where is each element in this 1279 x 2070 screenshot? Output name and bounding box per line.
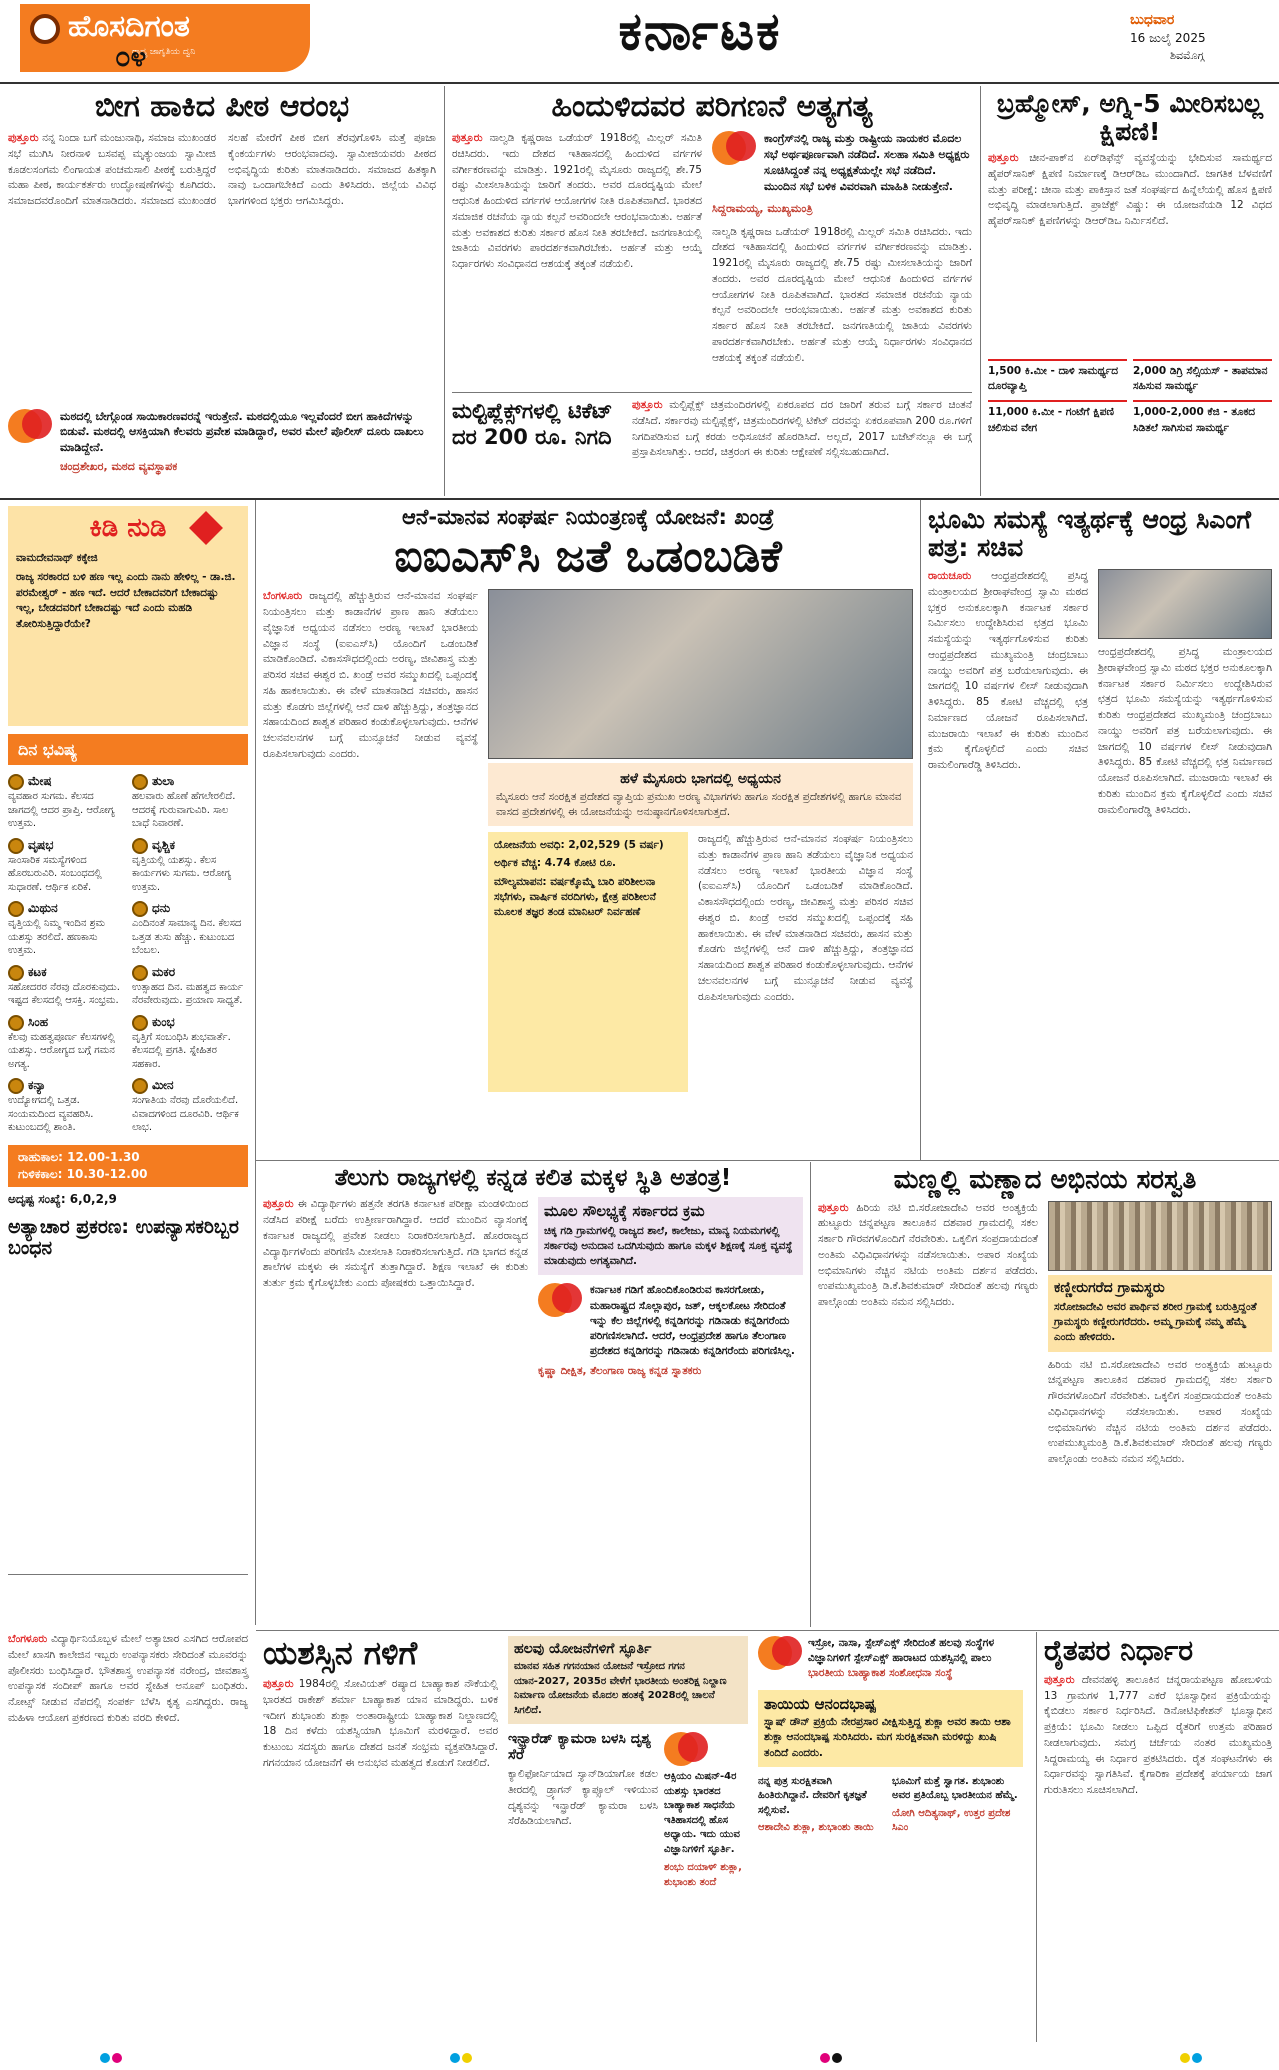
- box-title: ಮೂಲ ಸೌಲಭ್ಯಕ್ಕೆ ಸರ್ಕಾರದ ಕ್ರಮ: [544, 1202, 705, 1221]
- headline[interactable]: ತೆಲುಗು ರಾಜ್ಯಗಳಲ್ಲಿ ಕನ್ನಡ ಕಲಿತ ಮಕ್ಕಳ ಸ್ಥಿತಿ ಅತಂತ್ರ!: [334, 1165, 732, 1191]
- fact-item: 1,500 ಕಿ.ಮೀ - ದಾಳಿ ಸಾಮರ್ಥ್ಯದ ದೂರವ್ಯಾಪ್ತಿ: [988, 359, 1127, 394]
- zodiac-icon: [8, 1078, 24, 1094]
- registration-mark: [1180, 2052, 1206, 2066]
- story-body: [263, 1677, 498, 2022]
- scientists-text: ಇಸ್ರೋ, ನಾಸಾ, ಸ್ಪೇಸ್‌ಎಕ್ಸ್ ಸೇರಿದಂತೆ ಹಲವು ಸಂಸ್ಥೆಗಳ ವಿಜ್ಞಾನಿಗಳಿಗೆ ಸ್ಪೇಸ್‌ಎಕ್ಸ್ ಹಾರಾಟದ ಯಶಸ್ಸಿನಲ್ಲಿ ಪಾಲು: [808, 1637, 995, 1665]
- dateline: ಪುತ್ತೂರು: [8, 132, 39, 144]
- quote-icon: [8, 409, 42, 443]
- rashi-grid: [8, 773, 248, 1141]
- section-title: ಕರ್ನಾಟಕ: [618, 2, 782, 62]
- zodiac-icon: [132, 901, 148, 917]
- dateline: ಪುತ್ತೂರು: [988, 152, 1019, 164]
- quote-byline: ಶಂಭು ದಯಾಳ್ ಶುಕ್ಲಾ, ಶುಭಾಂಶು ತಂದೆ: [664, 1862, 742, 1888]
- dateline: ಬೆಂಗಳೂರು: [8, 1633, 48, 1645]
- box-body: ಚಿಕ್ಕ ಗಡಿ ಗ್ರಾಮಗಳಲ್ಲಿ ರಾಜ್ಯದ ಶಾಲೆ, ಕಾಲೇಜು, ಮಾನ್ಯ ನಿಯಮಗಳಲ್ಲಿ ಸರ್ಕಾರವು ಅನುದಾನ ಒದಗಿಸುವುದು ಹಾಗೂ ಮಕ್ಕಳ ಶಿಕ್ಷಣಕ್ಕೆ ಸೂಕ್ತ ವ್ಯವಸ್ಥೆ ಮಾಡುವುದು ಅಗತ್ಯವಾಗಿದೆ.: [544, 1224, 793, 1268]
- zodiac-icon: [8, 901, 24, 917]
- body-text: ಆಂಧ್ರಪ್ರದೇಶದಲ್ಲಿ ಪ್ರಸಿದ್ಧ ಮಂತ್ರಾಲಯದ ಶ್ರೀರಾಘವೇಂದ್ರ ಸ್ವಾಮಿ ಮಠದ ಭಕ್ತರ ಅನುಕೂಲಕ್ಕಾಗಿ ಕರ್ನಾಟಕ ಸರ್ಕಾರ ನಿರ್ಮಿಸಲು ಉದ್ದೇಶಿಸಿರುವ ಛತ್ರದ ಭೂಮಿ ಸಮಸ್ಯೆಯನ್ನು ಇತ್ಯರ್ಥಗೊಳಿಸುವ ಕುರಿತು ಆಂಧ್ರಪ್ರದೇಶದ ಮುಖ್ಯಮಂತ್ರಿ ಚಂದ್ರಬಾಬು ನಾಯ್ಡು ಅವರಿಗೆ ಪತ್ರ ಬರೆಯಲಾಗುವುದು. ಈ ಜಾಗದಲ್ಲಿ 10 ವರ್ಷಗಳ ಲೀಸ್ ನೀಡುವುದಾಗಿ ತಿಳಿಸಿದ್ದರು. 85 ಕೋಟಿ ವೆಚ್ಚದಲ್ಲಿ ಛತ್ರ ನಿರ್ಮಾಣದ ಯೋಜನೆ ರೂಪಿಸಲಾಗಿದೆ. ಮುಜರಾಯಿ ಇಲಾಖೆ ಈ ಕುರಿತು ಮುಂದಿನ ಕ್ರಮ ಕೈಗೊಳ್ಳಲಿದೆ ಎಂದು ಸಚಿವ ರಾಮಲಿಂಗಾರೆಡ್ಡಿ ತಿಳಿಸಿದರು.: [928, 570, 1088, 771]
- city-label: ಶಿವಮೊಗ್ಗ: [1170, 48, 1205, 62]
- quote-text: ನನ್ನ ಪುತ್ರ ಸುರಕ್ಷಿತವಾಗಿ ಹಿಂತಿರುಗಿದ್ದಾನೆ. ದೇವರಿಗೆ ಕೃತಜ್ಞತೆ ಸಲ್ಲಿಸುವೆ.: [758, 1775, 867, 1816]
- dateline: ಪುತ್ತೂರು: [263, 1678, 294, 1691]
- body-text: ಈ ವಿದ್ಯಾರ್ಥಿಗಳು ಹತ್ತನೇ ತರಗತಿ ಕರ್ನಾಟಕ ಪರೀಕ್ಷಾ ಮಂಡಳಿಯಿಂದ ನಡೆಸಿದ ಪರೀಕ್ಷೆ ಬರೆದು ಉತ್ತೀರ್ಣರಾಗಿದ್ದಾರೆ. ಆದರೆ ಮುಂದಿನ ವ್ಯಾಸಂಗಕ್ಕೆ ಕರ್ನಾಟಕ ರಾಜ್ಯದಲ್ಲಿ ಪ್ರವೇಶ ನೀಡಲು ನಿರಾಕರಿಸಲಾಗುತ್ತಿದೆ. ಹೊರರಾಜ್ಯದ ವಿದ್ಯಾರ್ಥಿಗಳೆಂದು ಪರಿಗಣಿಸಿ ಮೀಸಲಾತಿ ನಿರಾಕರಿಸಲಾಗುತ್ತಿದೆ. ಗಡಿ ಭಾಗದ ಕನ್ನಡ ಶಾಲೆಗಳ ಮಕ್ಕಳು ಈ ಸಮಸ್ಯೆಗೆ ತುತ್ತಾಗಿದ್ದಾರೆ. ಶಿಕ್ಷಣ ಇಲಾಖೆ ಈ ಕುರಿತು ತುರ್ತು ಕ್ರಮ ಕೈಗೊಳ್ಳಬೇಕು ಎಂದು ಪೋಷಕರು ಒತ್ತಾಯಿಸಿದ್ದಾರೆ.: [263, 1198, 528, 1290]
- story-brahmos: [988, 90, 1272, 490]
- headline[interactable]: ಯಶಸ್ಸಿನ ಗಳಿಗೆ: [263, 1634, 418, 1672]
- zodiac-icon: [132, 1015, 148, 1031]
- quote-byline: ಚಂದ್ರಶೇಖರ, ಮಠದ ವ್ಯವಸ್ಥಾಪಕ: [60, 460, 178, 474]
- sidebar: [8, 506, 248, 1626]
- date-block: [1130, 10, 1270, 64]
- page-number-display: ೦೪: [115, 40, 147, 73]
- box-body: ಸ್ಪ್ಲಾಷ್ ಡೌನ್ ಪ್ರಕ್ರಿಯೆ ನೇರಪ್ರಸಾರ ವೀಕ್ಷಿಸುತ್ತಿದ್ದ ಶುಕ್ಲಾ ಅವರ ತಾಯಿ ಆಶಾ ಶುಕ್ಲಾ ಆನಂದಭಾಷ್ಪ ಸುರಿಸಿದರು. ಮಗ ಸುರಕ್ಷಿತವಾಗಿ ಮರಳಿದ್ದು ಖುಷಿ ತಂದಿದೆ ಎಂದರು.: [764, 1716, 1011, 1759]
- facility-box: [538, 1197, 803, 1275]
- kaala-box: [8, 1145, 248, 1188]
- dateline: ಬೆಂಗಳೂರು: [263, 590, 303, 603]
- lucky-number: ಅದೃಷ್ಟ ಸಂಖ್ಯೆ: 6,0,2,9: [8, 1192, 117, 1207]
- dateline: ಪುತ್ತೂರು: [818, 1201, 849, 1214]
- fact-grid: [988, 359, 1272, 436]
- zodiac-icon: [8, 1015, 24, 1031]
- rashi-item: ವೃಶ್ಚಿಕ ವೃತ್ತಿಯಲ್ಲಿ ಯಶಸ್ಸು. ಕೆಲಸ ಕಾರ್ಯಗಳು ಸುಗಮ. ಆರೋಗ್ಯ ಉತ್ತಮ.: [132, 837, 232, 893]
- quote-icon: [712, 131, 746, 165]
- quote-byline: ಸಿದ್ದರಾಮಯ್ಯ, ಮುಖ್ಯಮಂತ್ರಿ: [712, 201, 813, 215]
- story-bhoomi: [928, 506, 1272, 1156]
- rashi-item: ಮಿಥುನ ವೃತ್ತಿಯಲ್ಲಿ ನಿಮ್ಮ ಇಂದಿನ ಶ್ರಮ ಯಶಸ್ಸು ತರಲಿದೆ. ಹಣಕಾಸು ಉತ್ತಮ.: [8, 901, 105, 957]
- headline[interactable]: ಬೀಗ ಹಾಕಿದ ಪೀಠ ಆರಂಭ: [94, 89, 350, 124]
- box-title: ಹಲವು ಯೋಜನೆಗಳಿಗೆ ಸ್ಫೂರ್ತಿ: [514, 1641, 652, 1657]
- quote-byline: ಆಶಾದೇವಿ ಶುಕ್ಲಾ, ಶುಭಾಂಶು ತಾಯಿ: [758, 1822, 874, 1834]
- fact-item: ಮೌಲ್ಯಮಾಪನ: ವರ್ಷಕ್ಕೊಮ್ಮೆ ಬಾರಿ ಪರಿಶೀಲನಾ ಸಭೆಗಳು, ವಾರ್ಷಿಕ ವರದಿಗಳು, ಕ್ಷೇತ್ರ ಪರಿಶೀಲನೆ ಮೂಲಕ ತಜ್ಞರ ತಂಡ ಮಾನಿಟರ್ ನಿರ್ವಹಣೆ: [494, 875, 656, 919]
- body-text: ಚೀನ-ಪಾಕ್‌ನ ಏರ್‌ಡಿಫೆನ್ಸ್ ವ್ಯವಸ್ಥೆಯನ್ನು ಭೇದಿಸುವ ಸಾಮರ್ಥ್ಯದ ಹೈಪರ್‌ಸಾನಿಕ್ ಕ್ಷಿಪಣಿ ನಿರ್ಮಾಣಕ್ಕೆ ಡಿಆರ್‌ಡಿಒ ಮುಂದಾಗಿದೆ. ಜಾಗತಿಕ ಬೆಳವಣಿಗೆ ಮತ್ತು ಪರೀಕ್ಷೆ: ಚೀನಾ ಮತ್ತು ಪಾಕಿಸ್ತಾನ ಜತೆ ಸಂಘರ್ಷದ ಹಿನ್ನೆಲೆಯಲ್ಲಿ ಹೊಸ ಕ್ಷಿಪಣಿ ಅಭಿವೃದ್ಧಿ ಮಾಡಲಾಗುತ್ತಿದೆ. ಪ್ರಾಜೆಕ್ಟ್ ವಿಷ್ಣು: ಈ ಯೋಜನೆಯಡಿ 12 ವಿಧದ ಹೈಪರ್‌ಸಾನಿಕ್ ಕ್ಷಿಪಣಿಗಳನ್ನು ಡಿಆರ್‌ಡಿಒ ನಿರ್ಮಿಸಲಿದೆ.: [988, 152, 1272, 227]
- rashi-item: ಕುಂಭ ವೃತ್ತಿಗೆ ಸಂಬಂಧಿಸಿ ಶುಭವಾರ್ತೆ. ಕೆಲಸದಲ್ಲಿ ಪ್ರಗತಿ. ಸ್ನೇಹಿತರ ಸಹಕಾರ.: [132, 1014, 231, 1070]
- registration-mark: [820, 2052, 846, 2066]
- story-atyachara-body: [8, 1632, 248, 2032]
- zodiac-icon: [8, 965, 24, 981]
- mou-photo: [488, 589, 913, 759]
- dateline: ಪುತ್ತೂರು: [452, 132, 483, 144]
- rashi-item: ಮೇಷ ವ್ಯವಹಾರ ಸುಗಮ. ಕೆಲಸದ ಜಾಗದಲ್ಲಿ ಆದರ ಪ್ರಾಪ್ತಿ. ಆರೋಗ್ಯ ಉತ್ತಮ.: [8, 774, 115, 830]
- logo-icon: [30, 14, 60, 44]
- story-multiplex: [452, 398, 972, 493]
- facts-box: [488, 832, 688, 1092]
- quote-icon: [664, 1732, 698, 1766]
- fact-item: ಅರ್ಥಿಕ ವೆಚ್ಚ: 4.74 ಕೋಟಿ ರೂ.: [494, 857, 616, 870]
- rashi-item: ತುಲಾ ಹಲವಾರು ಹೊಣೆ ಹೆಗಲೇರಲಿದೆ. ಆದರಕ್ಕೆ ಗುರುವಾಗುವಿರಿ. ಸಾಲ ಬಾಧೆ ನಿವಾರಣೆ.: [132, 774, 236, 830]
- story-atyachara: [8, 1217, 248, 1259]
- body-text: ದೇವನಹಳ್ಳಿ ತಾಲೂಕಿನ ಚನ್ನರಾಯಪಟ್ಟಣ ಹೋಬಳಿಯ 13 ಗ್ರಾಮಗಳ 1,777 ಎಕರೆ ಭೂಸ್ವಾಧೀನ ಪ್ರಕ್ರಿಯೆಯನ್ನು ಕೈಬಿಡಲು ಸರ್ಕಾರ ನಿರ್ಧರಿಸಿದೆ. ಡಿನೋಟಿಫಿಕೇಶನ್ ಭೂಸ್ವಾಧೀನ ಪ್ರಕ್ರಿಯೆ: ಭೂಮಿ ನೀಡಲು ಒಪ್ಪಿದ ರೈತರಿಗೆ ಉತ್ತಮ ಪರಿಹಾರ ನೀಡಲಾಗುವುದು. ಸಮಗ್ರ ಚರ್ಚೆಯ ನಂತರ ಮುಖ್ಯಮಂತ್ರಿ ಸಿದ್ದರಾಮಯ್ಯ ಈ ನಿರ್ಧಾರ ಪ್ರಕಟಿಸಿದರು. ರೈತ ಸಂಘಟನೆಗಳು ಈ ನಿರ್ಧಾರವನ್ನು ಸ್ವಾಗತಿಸಿವೆ. ಕೈಗಾರಿಕಾ ಪ್ರದೇಶಕ್ಕೆ ಪರ್ಯಾಯ ಜಾಗ ಗುರುತಿಸಲು ಸೂಚಿಸಲಾಗಿದೆ.: [1044, 1673, 1272, 1797]
- zodiac-icon: [8, 774, 24, 790]
- quote-text: ಆಕ್ಸಿಯಂ ಮಿಷನ್-4ರ ಯಶಸ್ಸು ಭಾರತದ ಬಾಹ್ಯಾಕಾಶ ಸಾಧನೆಯ ಇತಿಹಾಸದಲ್ಲಿ ಹೊಸ ಅಧ್ಯಾಯ. ಇದು ಯುವ ವಿಜ್ಞಾನಿಗಳಿಗೆ ಸ್ಫೂರ್ತಿ.: [664, 1771, 740, 1855]
- zodiac-icon: [132, 1078, 148, 1094]
- box-body: ಕ್ಯಾಲಿಫೋರ್ನಿಯಾದ ಸ್ಯಾನ್‌ಡಿಯಾಗೋ ಕಡಲ ತೀರದಲ್ಲಿ ಡ್ರ್ಯಾಗನ್ ಕ್ಯಾಪ್ಸೂಲ್ ಇಳಿಯುವ ದೃಶ್ಯವನ್ನು ಇನ್ಫ್ರಾರೆಡ್ ಕ್ಯಾಮರಾ ಬಳಸಿ ಸೆರೆಹಿಡಿಯಲಾಗಿದೆ.: [508, 1768, 658, 1828]
- story-body: [928, 569, 1088, 1129]
- brand-name: ಹೊಸದಿಗಂತ: [68, 9, 190, 44]
- kidi-title: ಕಿಡಿ ನುಡಿ: [89, 513, 167, 543]
- story-body: [632, 398, 972, 490]
- body-text: ಹಿರಿಯ ನಟಿ ಬಿ.ಸರೋಜಾದೇವಿ ಅವರ ಅಂತ್ಯಕ್ರಿಯೆ ಹುಟ್ಟೂರು ಚನ್ನಪಟ್ಟಣ ತಾಲೂಕಿನ ದಶವಾರ ಗ್ರಾಮದಲ್ಲಿ ಸಕಲ ಸರ್ಕಾರಿ ಗೌರವಗಳೊಂದಿಗೆ ನೆರವೇರಿತು. ಒಕ್ಕಲಿಗ ಸಂಪ್ರದಾಯದಂತೆ ಅಂತಿಮ ವಿಧಿವಿಧಾನಗಳನ್ನು ನಡೆಸಲಾಯಿತು. ಅಪಾರ ಸಂಖ್ಯೆಯ ಅಭಿಮಾನಿಗಳು ನೆಚ್ಚಿನ ನಟಿಯ ಅಂತಿಮ ದರ್ಶನ ಪಡೆದರು. ಉಪಮುಖ್ಯಮಂತ್ರಿ ಡಿ.ಕೆ.ಶಿವಕುಮಾರ್ ಸೇರಿದಂತೆ ಹಲವು ಗಣ್ಯರು ಪಾಲ್ಗೊಂಡು ಅಂತಿಮ ನಮನ ಸಲ್ಲಿಸಿದರು.: [818, 1201, 1039, 1309]
- date-label: 16 ಜುಲೈ 2025: [1130, 31, 1206, 46]
- story-raitapara: [1044, 1636, 1272, 2036]
- box-title: ಇನ್ಫ್ರಾರೆಡ್ ಕ್ಯಾಮರಾ ಬಳಸಿ ದೃಶ್ಯ ಸೆರೆ: [508, 1731, 652, 1763]
- rashi-item: ಮೀನ ಸಂಗಾತಿಯ ನೆರವು ದೊರೆಯಲಿದೆ. ವಿವಾದಗಳಿಂದ ದೂರವಿರಿ. ಆರ್ಥಿಕ ಲಾಭ.: [132, 1078, 239, 1134]
- story-body: [263, 589, 478, 1149]
- quote-block: [8, 409, 436, 475]
- kidi-body: ರಾಜ್ಯ ಸರಕಾರದ ಬಳಿ ಹಣ ಇಲ್ಲ ಎಂದು ನಾನು ಹೇಳಿಲ್ಲ - ಡಾ.ಜಿ. ಪರಮೇಶ್ವರ್ - ಹಣ ಇದೆ. ಆದರೆ ಬೇಕಾದವರಿಗೆ ಬೇಕಾದಷ್ಟು ಇಲ್ಲ, ಬೇಡದವರಿಗೆ ಬೇಕಾದಷ್ಟು ಇದೆ ಎಂದು ಮಹಡಿ ತೋರಿಸುತ್ತಿದ್ದಾರೆಯೇ?: [16, 570, 236, 631]
- photo-caption: [488, 763, 913, 826]
- story-peetha: [8, 90, 436, 490]
- photo-caption: [1048, 1275, 1272, 1352]
- headline[interactable]: ಬ್ರಹ್ಮೋಸ್, ಅಗ್ನಿ-5 ಮೀರಿಸಬಲ್ಲ ಕ್ಷಿಪಣಿ!: [996, 89, 1264, 146]
- dateline: ಪುತ್ತೂರು: [1044, 1673, 1075, 1686]
- headline[interactable]: ಭೂಮಿ ಸಮಸ್ಯೆ ಇತ್ಯರ್ಥಕ್ಕೆ ಆಂಧ್ರ ಸಿಎಂಗೆ ಪತ್ರ: ಸಚಿವ: [928, 505, 1251, 562]
- caption-title: ಕಣ್ಣೀರುಗರೆದ ಗ್ರಾಮಸ್ಥರು: [1054, 1279, 1165, 1296]
- story-body-cont: ನಾಲ್ವಡಿ ಕೃಷ್ಣರಾಜ ಒಡೆಯರ್ 1918ರಲ್ಲಿ ಮಿಲ್ಲರ್ ಸಮಿತಿ ರಚಿಸಿದರು. ಇದು ದೇಶದ ಇತಿಹಾಸದಲ್ಲಿ ಹಿಂದುಳಿದ ವರ್ಗಗಳ ವರ್ಗೀಕರಣವನ್ನು ಮಾಡಿತ್ತು. 1921ರಲ್ಲಿ ಮೈಸೂರು ರಾಜ್ಯದಲ್ಲಿ ಶೇ.75 ರಷ್ಟು ಮೀಸಲಾತಿಯನ್ನು ಜಾರಿಗೆ ತಂದರು. ಅವರ ದೂರದೃಷ್ಟಿಯ ಮೇಲೆ ಆಧುನಿಕ ಹಿಂದುಳಿದ ವರ್ಗಗಳ ಆಯೋಗಗಳ ನೀತಿ ರೂಪಿತವಾಗಿದೆ. ಭಾರತದ ಸಮಾಜಿಕ ರಚನೆಯ ನ್ಯಾಯ ಕಲ್ಪನೆ ಅವರಿಂದಲೇ ಆರಂಭವಾಯಿತು. ಅರ್ಹತೆ ಮತ್ತು ಅವಕಾಶದ ಕುರಿತು ಸರ್ಕಾರ ಹೊಸ ನೀತಿ ತರಬೇಕಿದೆ. ಜನಗಣತಿಯಲ್ಲಿ ಜಾತಿಯ ವಿವರಗಳು ಪಾರದರ್ಶಕವಾಗಿರಬೇಕು. ಅರ್ಹತೆ ಮತ್ತು ಆಯ್ಕೆ ನಿರ್ಧಾರಗಳು ಸಂವಿಧಾನದ ಆಶಯಕ್ಕೆ ತಕ್ಕಂತೆ ನಡೆಯಲಿ.: [712, 225, 972, 364]
- registration-mark: [450, 2052, 476, 2066]
- kidi-nudi-box: [8, 506, 248, 726]
- caption-text: ಸರೋಜಾದೇವಿ ಅವರ ಪಾರ್ಥಿವ ಶರೀರ ಗ್ರಾಮಕ್ಕೆ ಬರುತ್ತಿದ್ದಂತೆ ಗ್ರಾಮಸ್ಥರು ಕಣ್ಣೀರುಗರೆದರು. ಅಮ್ಮ ಗ್ರಾಮಕ್ಕೆ ನಮ್ಮ ಹೆಮ್ಮೆ ಎಂದು ಹೇಳಿದರು.: [1054, 1300, 1257, 1344]
- body-text: ನಾಲ್ವಡಿ ಕೃಷ್ಣರಾಜ ಒಡೆಯರ್ 1918ರಲ್ಲಿ ಮಿಲ್ಲರ್ ಸಮಿತಿ ರಚಿಸಿದರು. ಇದು ದೇಶದ ಇತಿಹಾಸದಲ್ಲಿ ಹಿಂದುಳಿದ ವರ್ಗಗಳ ವರ್ಗೀಕರಣವನ್ನು ಮಾಡಿತ್ತು. 1921ರಲ್ಲಿ ಮೈಸೂರು ರಾಜ್ಯದಲ್ಲಿ ಶೇ.75 ರಷ್ಟು ಮೀಸಲಾತಿಯನ್ನು ಜಾರಿಗೆ ತಂದರು. ಅವರ ದೂರದೃಷ್ಟಿಯ ಮೇಲೆ ಆಧುನಿಕ ಹಿಂದುಳಿದ ವರ್ಗಗಳ ಆಯೋಗಗಳ ನೀತಿ ರೂಪಿತವಾಗಿದೆ. ಭಾರತದ ಸಮಾಜಿಕ ರಚನೆಯ ನ್ಯಾಯ ಕಲ್ಪನೆ ಅವರಿಂದಲೇ ಆರಂಭವಾಯಿತು. ಅರ್ಹತೆ ಮತ್ತು ಅವಕಾಶದ ಕುರಿತು ಸರ್ಕಾರ ಹೊಸ ನೀತಿ ತರಬೇಕಿದೆ. ಜನಗಣತಿಯಲ್ಲಿ ಜಾತಿಯ ವಿವರಗಳು ಪಾರದರ್ಶಕವಾಗಿರಬೇಕು. ಅರ್ಹತೆ ಮತ್ತು ಆಯ್ಕೆ ನಿರ್ಧಾರಗಳು ಸಂವಿಧಾನದ ಆಶಯಕ್ಕೆ ತಕ್ಕಂತೆ ನಡೆಯಲಿ.: [452, 132, 702, 270]
- quote-text: ಭೂಮಿಗೆ ಮತ್ತೆ ಸ್ವಾಗತ. ಶುಭಾಂಶು ಅವರ ಪ್ರತಿಯೊಬ್ಬ ಭಾರತೀಯನ ಹೆಮ್ಮೆ.: [892, 1775, 1018, 1802]
- kicker: ಆನೆ-ಮಾನವ ಸಂಘರ್ಷ ನಿಯಂತ್ರಣಕ್ಕೆ ಯೋಜನೆ: ಖಂಡ್ರೆ: [402, 505, 774, 529]
- gulika: ಗುಳಿಕಕಾಲ: 10.30-12.00: [18, 1167, 148, 1182]
- headline[interactable]: ಹಿಂದುಳಿದವರ ಪರಿಗಣನೆ ಅತ್ಯಗತ್ಯ: [551, 89, 873, 124]
- facts-title: ಯೋಜನೆಯ ಅವಧಿ: 2,02,529 (5 ವರ್ಷ): [494, 839, 664, 852]
- zodiac-icon: [132, 965, 148, 981]
- mother-box: [758, 1690, 1023, 1767]
- quote-icon: [758, 1636, 792, 1670]
- story-body-cont: ಹಿರಿಯ ನಟಿ ಬಿ.ಸರೋಜಾದೇವಿ ಅವರ ಅಂತ್ಯಕ್ರಿಯೆ ಹುಟ್ಟೂರು ಚನ್ನಪಟ್ಟಣ ತಾಲೂಕಿನ ದಶವಾರ ಗ್ರಾಮದಲ್ಲಿ ಸಕಲ ಸರ್ಕಾರಿ ಗೌರವಗಳೊಂದಿಗೆ ನೆರವೇರಿತು. ಒಕ್ಕಲಿಗ ಸಂಪ್ರದಾಯದಂತೆ ಅಂತಿಮ ವಿಧಿವಿಧಾನಗಳನ್ನು ನಡೆಸಲಾಯಿತು. ಅಪಾರ ಸಂಖ್ಯೆಯ ಅಭಿಮಾನಿಗಳು ನೆಚ್ಚಿನ ನಟಿಯ ಅಂತಿಮ ದರ್ಶನ ಪಡೆದರು. ಉಪಮುಖ್ಯಮಂತ್ರಿ ಡಿ.ಕೆ.ಶಿವಕುಮಾರ್ ಸೇರಿದಂತೆ ಹಲವು ಗಣ್ಯರು ಪಾಲ್ಗೊಂಡು ಅಂತಿಮ ನಮನ ಸಲ್ಲಿಸಿದರು.: [1048, 1358, 1272, 1466]
- rashi-item: ಸಿಂಹ ಕೆಲವು ಮಹತ್ವಪೂರ್ಣ ಕೆಲಸಗಳಲ್ಲಿ ಯಶಸ್ಸು. ಆರೋಗ್ಯದ ಬಗ್ಗೆ ಗಮನ ಅಗತ್ಯ.: [8, 1014, 115, 1070]
- rahukala: ರಾಹುಕಾಲ: 12.00-1.30: [18, 1149, 140, 1164]
- body-text: ರಾಜ್ಯದಲ್ಲಿ ಹೆಚ್ಚುತ್ತಿರುವ ಆನೆ-ಮಾನವ ಸಂಘರ್ಷ ನಿಯಂತ್ರಿಸಲು ಮತ್ತು ಕಾಡಾನೆಗಳ ಪ್ರಾಣ ಹಾನಿ ತಡೆಯಲು ವೈಜ್ಞಾನಿಕ ಅಧ್ಯಯನ ನಡೆಸಲು ಅರಣ್ಯ ಇಲಾಖೆ ಭಾರತೀಯ ವಿಜ್ಞಾನ ಸಂಸ್ಥೆ (ಐಐಎಸ್‌ಸಿ) ಯೊಂದಿಗೆ ಒಡಂಬಡಿಕೆ ಮಾಡಿಕೊಂಡಿದೆ. ವಿಕಾಸಸೌಧದಲ್ಲಿಂದು ಅರಣ್ಯ, ಜೀವಿಶಾಸ್ತ್ರ ಮತ್ತು ಪರಿಸರ ಸಚಿವ ಈಶ್ವರ ಬಿ. ಖಂಡ್ರೆ ಅವರ ಸಮ್ಮುಖದಲ್ಲಿ ಒಪ್ಪಂದಕ್ಕೆ ಸಹಿ ಹಾಕಲಾಯಿತು. ಈ ವೇಳೆ ಮಾತನಾಡಿದ ಸಚಿವರು, ಹಾಸನ ಮತ್ತು ಕೊಡಗು ಜಿಲ್ಲೆಗಳಲ್ಲಿ ಆನೆ ದಾಳಿ ಹೆಚ್ಚುತ್ತಿದ್ದು, ತಂತ್ರಜ್ಞಾನದ ಸಹಾಯದಿಂದ ಶಾಶ್ವತ ಪರಿಹಾರ ಕಂಡುಕೊಳ್ಳಲಾಗುವುದು. ಆನೆಗಳ ಚಲನವಲನಗಳ ಬಗ್ಗೆ ಮುನ್ಸೂಚನೆ ನೀಡುವ ವ್ಯವಸ್ಥೆ ರೂಪಿಸಲಾಗುವುದು ಎಂದರು.: [263, 590, 479, 760]
- headline[interactable]: ರೈತಪರ ನಿರ್ಧಾರ: [1044, 1634, 1194, 1667]
- story-hindulidavara: [452, 90, 972, 390]
- headline[interactable]: ಅತ್ಯಾಚಾರ ಪ್ರಕರಣ: ಉಪನ್ಯಾಸಕರಿಬ್ಬರ ಬಂಧನ: [8, 1215, 239, 1259]
- crowd-photo: [1048, 1201, 1272, 1271]
- fact-item: 1,000-2,000 ಕೆಜಿ - ತೂಕದ ಸಿಡಿತಲೆ ಸಾಗಿಸುವ ಸಾಮರ್ಥ್ಯ: [1133, 400, 1272, 435]
- caption-title: ಹಳೆ ಮೈಸೂರು ಭಾಗದಲ್ಲಿ ಅಧ್ಯಯನ: [620, 771, 781, 788]
- bhavishya-title: ದಿನ ಭವಿಷ್ಯ: [8, 734, 248, 765]
- quote-byline: ಯೋಗಿ ಆದಿತ್ಯನಾಥ್, ಉತ್ತರ ಪ್ರದೇಶ ಸಿಎಂ: [892, 1807, 1011, 1834]
- day-label: ಬುಧವಾರ: [1130, 12, 1175, 28]
- headline[interactable]: ಮಣ್ಣಲ್ಲಿ ಮಣ್ಣಾದ ಅಭಿನಯ ಸರಸ್ವತಿ: [893, 1165, 1197, 1195]
- dateline: ರಾಯಚೂರು: [928, 570, 972, 582]
- story-iisc: [263, 506, 913, 1156]
- story-body: [452, 131, 702, 371]
- masthead: [0, 0, 1279, 82]
- rashi-item: ಕನ್ಯಾ ಉದ್ಯೋಗದಲ್ಲಿ ಒತ್ತಡ. ಸಂಯಮದಿಂದ ವ್ಯವಹರಿಸಿ. ಕುಟುಂಬದಲ್ಲಿ ಶಾಂತಿ.: [8, 1078, 94, 1134]
- headline[interactable]: ಐಐಎಸ್‌ಸಿ ಜತೆ ಒಡಂಬಡಿಕೆ: [394, 531, 782, 583]
- brand-tagline: ರಾಷ್ಟ್ರ ಜಾಗೃತಿಯ ದ್ವನಿ: [132, 47, 196, 57]
- quote-block: [712, 131, 972, 371]
- scientists-box: [758, 1636, 1023, 1682]
- story-body: [818, 1201, 1038, 1601]
- story-body: [1044, 1673, 1272, 2018]
- body-text: ಮಲ್ಟಿಪ್ಲೆಕ್ಸ್ ಚಿತ್ರಮಂದಿರಗಳಲ್ಲಿ ಏಕರೂಪದ ದರ ಜಾರಿಗೆ ತರುವ ಬಗ್ಗೆ ಸರ್ಕಾರ ಚಿಂತನೆ ನಡೆಸಿದೆ. ಸರ್ಕಾರವು ಮಲ್ಟಿಪ್ಲೆಕ್ಸ್, ಚಿತ್ರಮಂದಿರಗಳಲ್ಲಿ ಟಿಕೆಟ್ ದರವನ್ನು ಏಕರೂಪವಾಗಿ 200 ರೂ.ಗಳಿಗೆ ನಿಗದಿಪಡಿಸುವ ಬಗ್ಗೆ ಕರಡು ಅಧಿಸೂಚನೆ ಹೊರಡಿಸಿದೆ. ಅಲ್ಲದೆ, 2017 ಬಜೆಟ್‌ನಲ್ಲೂ ಈ ಬಗ್ಗೆ ಪ್ರಸ್ತಾಪಿಸಲಾಗಿತ್ತು. ಆದರೆ, ಚಿತ್ರರಂಗ ಈ ಕುರಿತು ಆಕ್ಷೇಪಣೆ ಸಲ್ಲಿಸಬಹುದಾಗಿದೆ.: [632, 399, 972, 459]
- headline[interactable]: ಮಲ್ಟಿಪ್ಲೆಕ್ಸ್‌ಗಳಲ್ಲಿ ಟಿಕೆಟ್ ದರ 200 ರೂ. ನಿಗದಿ: [452, 399, 613, 450]
- quote-text: ಮಠದಲ್ಲಿ ಬೇಗ್ಗೊಂಡ ಸಾಯಿಕಾರಣವರನ್ನೆ ಇರುತ್ತೇನೆ. ಮಠದಲ್ಲಿಯೂ ಇಲ್ಲವೆಂದರೆ ಬೀಗ ಹಾಕಿದೆಗಳನ್ನು ಬಿಡುವೆ. ಮಠದಲ್ಲಿ ಆಸಕ್ತಿಯಾಗಿ ಕೆಲವರು ಪ್ರವೇಶ ಮಾಡಿದ್ದಾರೆ, ಅವರ ಮೇಲೆ ಪೊಲೀಸ್ ದೂರು ದಾಖಲು ಮಾಡಿದ್ದೇನೆ.: [60, 410, 424, 454]
- story-body: [263, 1197, 528, 1597]
- story-body-cont: ಆಂಧ್ರಪ್ರದೇಶದಲ್ಲಿ ಪ್ರಸಿದ್ಧ ಮಂತ್ರಾಲಯದ ಶ್ರೀರಾಘವೇಂದ್ರ ಸ್ವಾಮಿ ಮಠದ ಭಕ್ತರ ಅನುಕೂಲಕ್ಕಾಗಿ ಕರ್ನಾಟಕ ಸರ್ಕಾರ ನಿರ್ಮಿಸಲು ಉದ್ದೇಶಿಸಿರುವ ಛತ್ರದ ಭೂಮಿ ಸಮಸ್ಯೆಯನ್ನು ಇತ್ಯರ್ಥಗೊಳಿಸುವ ಕುರಿತು ಆಂಧ್ರಪ್ರದೇಶದ ಮುಖ್ಯಮಂತ್ರಿ ಚಂದ್ರಬಾಬು ನಾಯ್ಡು ಅವರಿಗೆ ಪತ್ರ ಬರೆಯಲಾಗುವುದು. ಈ ಜಾಗದಲ್ಲಿ 10 ವರ್ಷಗಳ ಲೀಸ್ ನೀಡುವುದಾಗಿ ತಿಳಿಸಿದ್ದರು. 85 ಕೋಟಿ ವೆಚ್ಚದಲ್ಲಿ ಛತ್ರ ನಿರ್ಮಾಣದ ಯೋಜನೆ ರೂಪಿಸಲಾಗಿದೆ. ಮುಜರಾಯಿ ಇಲಾಖೆ ಈ ಕುರಿತು ಮುಂದಿನ ಕ್ರಮ ಕೈಗೊಳ್ಳಲಿದೆ ಎಂದು ಸಚಿವ ರಾಮಲಿಂಗಾರೆಡ್ಡಿ ತಿಳಿಸಿದರು.: [1098, 646, 1272, 816]
- story-telugu: [263, 1166, 803, 1626]
- caption-text: ಮೈಸೂರು ಆನೆ ಸಂರಕ್ಷಿತ ಪ್ರದೇಶದ ವ್ಯಾಪ್ತಿಯ ಪ್ರಮುಖ ಅರಣ್ಯ ವಿಭಾಗಗಳು ಹಾಗೂ ಸಂರಕ್ಷಿತ ಪ್ರದೇಶಗಳಲ್ಲಿ ಹಾಗೂ ಮಾನವ ವಾಸದ ಪ್ರದೇಶಗಳಲ್ಲಿ ಈ ಯೋಜನೆಯನ್ನು ಅನುಷ್ಠಾನಗೊಳಿಸಲಾಗುತ್ತದೆ.: [496, 790, 902, 818]
- story-body-cont: ರಾಜ್ಯದಲ್ಲಿ ಹೆಚ್ಚುತ್ತಿರುವ ಆನೆ-ಮಾನವ ಸಂಘರ್ಷ ನಿಯಂತ್ರಿಸಲು ಮತ್ತು ಕಾಡಾನೆಗಳ ಪ್ರಾಣ ಹಾನಿ ತಡೆಯಲು ವೈಜ್ಞಾನಿಕ ಅಧ್ಯಯನ ನಡೆಸಲು ಅರಣ್ಯ ಇಲಾಖೆ ಭಾರತೀಯ ವಿಜ್ಞಾನ ಸಂಸ್ಥೆ (ಐಐಎಸ್‌ಸಿ) ಯೊಂದಿಗೆ ಒಡಂಬಡಿಕೆ ಮಾಡಿಕೊಂಡಿದೆ. ವಿಕಾಸಸೌಧದಲ್ಲಿಂದು ಅರಣ್ಯ, ಜೀವಿಶಾಸ್ತ್ರ ಮತ್ತು ಪರಿಸರ ಸಚಿವ ಈಶ್ವರ ಬಿ. ಖಂಡ್ರೆ ಅವರ ಸಮ್ಮುಖದಲ್ಲಿ ಒಪ್ಪಂದಕ್ಕೆ ಸಹಿ ಹಾಕಲಾಯಿತು. ಈ ವೇಳೆ ಮಾತನಾಡಿದ ಸಚಿವರು, ಹಾಸನ ಮತ್ತು ಕೊಡಗು ಜಿಲ್ಲೆಗಳಲ್ಲಿ ಆನೆ ದಾಳಿ ಹೆಚ್ಚುತ್ತಿದ್ದು, ತಂತ್ರಜ್ಞಾನದ ಸಹಾಯದಿಂದ ಶಾಶ್ವತ ಪರಿಹಾರ ಕಂಡುಕೊಳ್ಳಲಾಗುವುದು. ಆನೆಗಳ ಚಲನವಲನಗಳ ಬಗ್ಗೆ ಮುನ್ಸೂಚನೆ ನೀಡುವ ವ್ಯವಸ್ಥೆ ರೂಪಿಸಲಾಗುವುದು ಎಂದರು.: [698, 833, 913, 1003]
- rashi-item: ಕಟಕ ಸಹೋದರರ ನೆರವು ದೊರಕುವುದು. ಇಷ್ಟದ ಕೆಲಸದಲ್ಲಿ ಆಸಕ್ತಿ. ಸಂಭ್ರಮ.: [8, 964, 120, 1007]
- body-text: ನನ್ನ ನಿಂದಾ ಬಗೆ ಮಂಜುನಾಥಿ, ಸಮಾಜ ಮುಖಂಡರ ಸಭೆ ಮುಗಿಸಿ ನೀರನಾಳಿ ಬಸವಪ್ಪ ಮೃತ್ಯುಂಜಯ ಸ್ವಾಮೀಜಿ ಕೂಡಲಸಂಗಮ ಲಿಂಗಾಯತ ಪಂಚಮಸಾಲಿ ಪೀಠಕ್ಕೆ ಬರುತ್ತಿದ್ದರೆ ಮಹಾ ಪೀಠ, ಕಾರ್ಯಕರ್ತರು ಉದ್ಘೋಷಣೆಗಳನ್ನು ಕೂಗಿದರು. ಸಮಾಜದವರೊಂದಿಗೆ ಮಾತನಾಡಿದರು. ಸಮಾಜದ ಮುಖಂಡರ ಸಲಹೆ ಮೇರೆಗೆ ಪೀಠ ಬೀಗ ತೆರವುಗೊಳಿಸಿ ಮತ್ತೆ ಪೂಜಾ ಕೈಂಕರ್ಯಗಳು ಆರಂಭವಾದವು. ಸ್ವಾಮೀಜಿಯವರು ಪೀಠದ ಅಭಿವೃದ್ಧಿಯ ಕುರಿತು ಮಾತನಾಡಿದರು. ಸಮಾಜದ ಹಿತಕ್ಕಾಗಿ ನಾವು ಒಂದಾಗಬೇಕಿದೆ ಎಂದು ತಿಳಿಸಿದರು. ಜಿಲ್ಲೆಯ ವಿವಿಧ ಭಾಗಗಳಿಂದ ಭಕ್ತರು ಆಗಮಿಸಿದ್ದರು.: [8, 132, 436, 207]
- rashi-item: ಧನು ಎಂದಿನಂತೆ ಸಾಮಾನ್ಯ ದಿನ. ಕೆಲಸದ ಒತ್ತಡ ತುಸು ಹೆಚ್ಚು. ಕುಟುಂಬದ ಬೆಂಬಲ.: [132, 901, 242, 957]
- minister-photo: [1098, 569, 1272, 639]
- brand-block: [20, 4, 310, 72]
- body-text: ವಿದ್ಯಾರ್ಥಿನಿಯೊಬ್ಬಳ ಮೇಲೆ ಅತ್ಯಾಚಾರ ಎಸಗಿದ ಆರೋಪದ ಮೇಲೆ ಖಾಸಗಿ ಕಾಲೇಜಿನ ಇಬ್ಬರು ಉಪನ್ಯಾಸಕರು ಸೇರಿದಂತೆ ಮೂವರನ್ನು ಪೊಲೀಸರು ಬಂಧಿಸಿದ್ದಾರೆ. ಭೌತಶಾಸ್ತ್ರ ಉಪನ್ಯಾಸಕ ನರೇಂದ್ರ, ಜೀವಶಾಸ್ತ್ರ ಉಪನ್ಯಾಸಕ ಸಂದೀಪ್ ಹಾಗೂ ಅವರ ಸ್ನೇಹಿತ ಅನೂಪ್ ಬಂಧಿತರು. ನೋಟ್ಸ್ ನೀಡುವ ನೆಪದಲ್ಲಿ ಸಂಪರ್ಕ ಬೆಳೆಸಿ ಕೃತ್ಯ ಎಸಗಿದ್ದರು. ರಾಜ್ಯ ಮಹಿಳಾ ಆಯೋಗ ಪ್ರಕರಣದ ಕುರಿತು ವರದಿ ಕೇಳಿದೆ.: [8, 1633, 249, 1724]
- rashi-item: ವೃಷಭ ಸಾಂಸಾರಿಕ ಸಮಸ್ಯೆಗಳಿಂದ ಹೊರಬರುವಿರಿ. ಸಂಬಂಧದಲ್ಲಿ ಸುಧಾರಣೆ. ಆರ್ಥಿಕ ಏರಿಕೆ.: [8, 837, 102, 893]
- fact-item: 2,000 ಡಿಗ್ರಿ ಸೆಲ್ಸಿಯಸ್ - ತಾಪಮಾನ ಸಹಿಸುವ ಸಾಮರ್ಥ್ಯ: [1133, 359, 1272, 394]
- story-yashassina: [263, 1636, 1029, 2046]
- zodiac-icon: [132, 838, 148, 854]
- story-mannalli: [818, 1166, 1272, 1626]
- box-title: ತಾಯಿಯ ಆನಂದಭಾಷ್ಪ: [764, 1694, 877, 1713]
- body-text: 1984ರಲ್ಲಿ ಸೋವಿಯತ್ ರಷ್ಯಾದ ಬಾಹ್ಯಾಕಾಶ ನೌಕೆಯಲ್ಲಿ ಭಾರತದ ರಾಕೇಶ್ ಶರ್ಮಾ ಬಾಹ್ಯಾಕಾಶ ಯಾನ ಮಾಡಿದ್ದರು. ಬಳಿಕ ಇದೀಗ ಶುಭಾಂಶು ಶುಕ್ಲಾ ಅಂತಾರಾಷ್ಟ್ರೀಯ ಬಾಹ್ಯಾಕಾಶ ನಿಲ್ದಾಣದಲ್ಲಿ 18 ದಿನ ಕಳೆದು ಯಶಸ್ವಿಯಾಗಿ ಭೂಮಿಗೆ ಮರಳಿದ್ದಾರೆ. ಅವರ ಕುಟುಂಬ ಸದಸ್ಯರು ಹಾಗೂ ದೇಶದ ಜನತೆ ಸಂಭ್ರಮ ವ್ಯಕ್ತಪಡಿಸಿದ್ದಾರೆ. ಗಗನಯಾನ ಯೋಜನೆಗೆ ಈ ಅನುಭವ ಮಹತ್ವದ ಕೊಡುಗೆ ನೀಡಲಿದೆ.: [263, 1678, 498, 1769]
- box-body: ಮಾನವ ಸಹಿತ ಗಗನಯಾನ ಯೋಜನೆ ಇಸ್ರೋದ ಗಗನ ಯಾನ-2027, 2035ರ ವೇಳೆಗೆ ಭಾರತೀಯ ಅಂತರಿಕ್ಷ ನಿಲ್ದಾಣ ನಿರ್ಮಾಣ ಯೋಜನೆಯ ಮೊದಲ ಹಂತಕ್ಕೆ 2028ರಲ್ಲಿ ಚಾಲನೆ ಸಿಗಲಿದೆ.: [514, 1661, 727, 1716]
- story-body: [8, 131, 436, 401]
- dateline: ಪುತ್ತೂರು: [632, 399, 663, 411]
- quote-text: ಕಾಂಗ್ರೆಸ್‌ನಲ್ಲಿ ರಾಜ್ಯ ಮತ್ತು ರಾಷ್ಟ್ರೀಯ ನಾಯಕರ ಮೊದಲ ಸಭೆ ಅರ್ಥಪೂರ್ಣವಾಗಿ ನಡೆದಿದೆ. ಸಲಹಾ ಸಮಿತಿ ಅಧ್ಯಕ್ಷರು ಸೂಚಿಸಿದ್ದಂತೆ ನನ್ನ ಅಧ್ಯಕ್ಷತೆಯಲ್ಲೇ ಸಭೆ ನಡೆದಿದೆ. ಮುಂದಿನ ಸಭೆ ಬಳಿಕ ವಿವರವಾಗಿ ಮಾಹಿತಿ ನೀಡುತ್ತೇನೆ.: [764, 132, 970, 193]
- rashi-item: ಮಕರ ಉತ್ಸಾಹದ ದಿನ. ಮಹತ್ವದ ಕಾರ್ಯ ನೆರವೇರುವುದು. ಪ್ರಯಾಣ ಸಾಧ್ಯತೆ.: [132, 964, 244, 1007]
- kidi-author: ವಾಮದೇವನಾಥ್ ಕಕ್ಕೇಜಿ: [16, 551, 98, 564]
- registration-mark: [100, 2052, 126, 2066]
- story-body: [988, 151, 1272, 351]
- quote-byline: ಕೃಷ್ಣಾ ದೀಕ್ಷಿತ, ತೆಲಂಗಾಣ ರಾಜ್ಯ ಕನ್ನಡ ಸ್ನಾತಕರು: [538, 1364, 702, 1377]
- zodiac-icon: [8, 838, 24, 854]
- quote-text: ಕರ್ನಾಟಕ ಗಡಿಗೆ ಹೊಂದಿಕೊಂಡಿರುವ ಕಾಸರಗೋಡು, ಮಹಾರಾಷ್ಟ್ರದ ಸೊಲ್ಲಾಪುರ, ಜತ್, ಆಕ್ಕಲಕೋಟ ಸೇರಿದಂತೆ ಇನ್ನು ಕೆಲ ಜಿಲ್ಲೆಗಳಲ್ಲಿ ಕನ್ನಡಿಗರನ್ನು ಗಡಿನಾಡು ಕನ್ನಡಿಗರೆಂದು ಪರಿಗಣಿಸಲಾಗಿದೆ. ಆದರೆ, ಆಂಧ್ರಪ್ರದೇಶ ಹಾಗೂ ತೆಲಂಗಾಣ ಪ್ರದೇಶದ ಕನ್ನಡಿಗರನ್ನು ಗಡಿನಾಡು ಕನ್ನಡಿಗರೆಂದು ಪರಿಗಣಿಸಿಲ್ಲ.: [590, 1284, 795, 1358]
- zodiac-icon: [132, 774, 148, 790]
- scientists-byline: ಭಾರತೀಯ ಬಾಹ್ಯಾಕಾಶ ಸಂಶೋಧನಾ ಸಂಸ್ಥೆ: [808, 1667, 953, 1680]
- inspiration-box: [508, 1636, 748, 1724]
- dateline: ಪುತ್ತೂರು: [263, 1198, 294, 1211]
- quote-icon: [538, 1283, 572, 1317]
- fact-item: 11,000 ಕಿ.ಮೀ - ಗಂಟೆಗೆ ಕ್ಷಿಪಣಿ ಚಲಿಸುವ ವೇಗ: [988, 400, 1127, 435]
